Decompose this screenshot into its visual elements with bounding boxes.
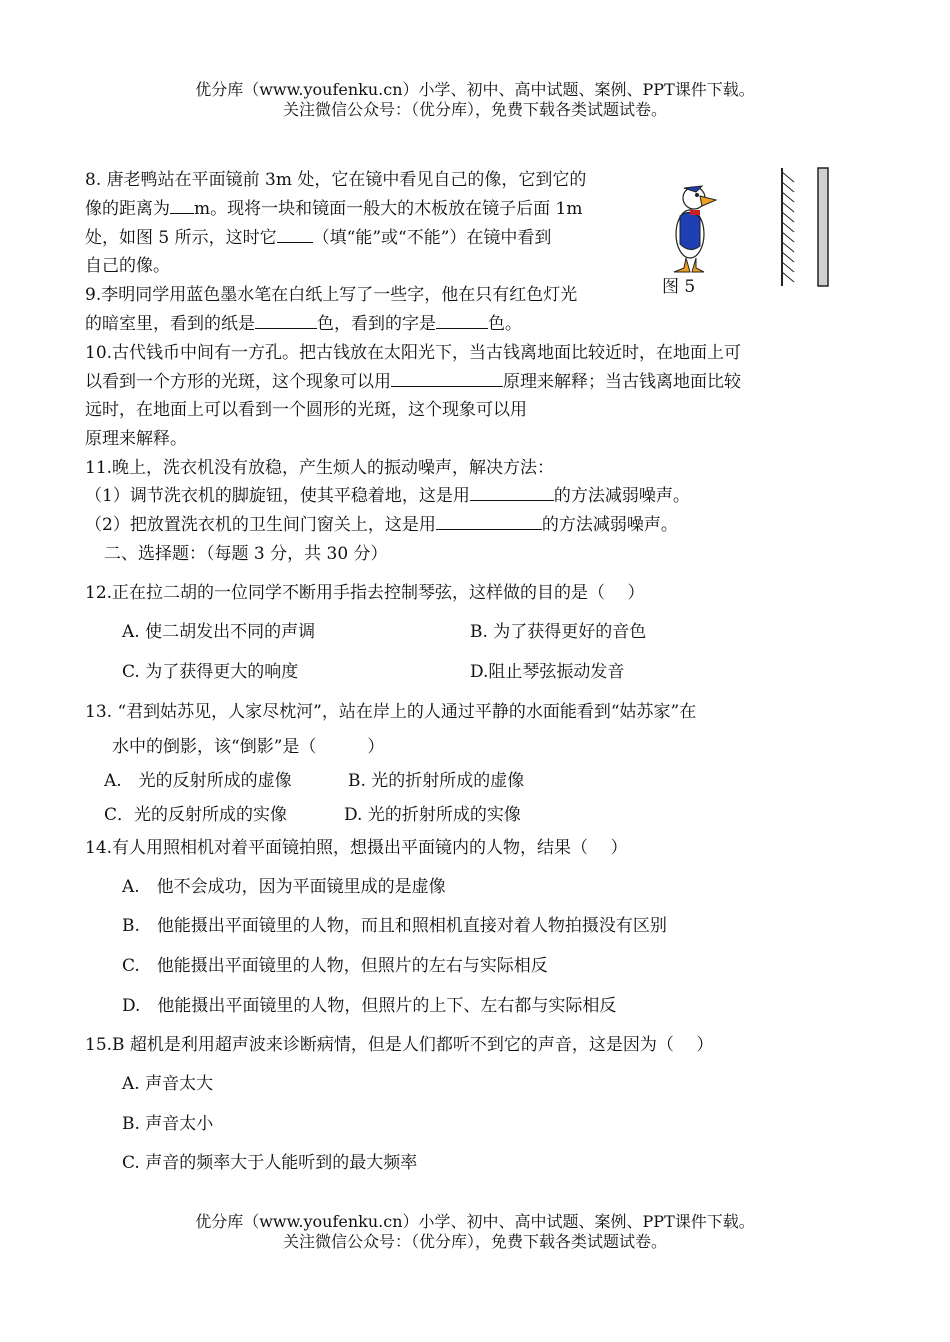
q8-blank-can[interactable]	[277, 226, 313, 243]
q12-option-c[interactable]: C. 为了获得更大的响度	[122, 662, 299, 682]
q12-stem: 12.正在拉二胡的一位同学不断用手指去控制琴弦，这样做的目的是（ ）	[85, 583, 645, 603]
q14-stem: 14.有人用照相机对着平面镜拍照，想摄出平面镜内的人物，结果（ ）	[85, 838, 628, 858]
q11-text: 的方法减弱噪声。	[553, 486, 690, 506]
q15-option-a[interactable]: A. 声音太大	[122, 1074, 214, 1094]
q14-option-b[interactable]: B. 他能摄出平面镜里的人物，而且和照相机直接对着人物拍摄没有区别	[122, 916, 667, 936]
q11-line-2	[85, 484, 690, 508]
q8-blank-distance[interactable]	[170, 197, 194, 214]
board-icon	[818, 168, 828, 286]
q9-blank-text[interactable]	[436, 312, 488, 329]
q10-line-1: 10.古代钱币中间有一方孔。把古钱放在太阳光下，当古钱离地面比较近时，在地面上可	[85, 343, 742, 363]
q11-line-3	[85, 513, 678, 537]
mirror-icon	[782, 168, 794, 286]
q11-line-1: 11.晚上，洗衣机没有放稳，产生烦人的振动噪声，解决方法：	[85, 458, 555, 478]
q13-option-c[interactable]: C．光的反射所成的实像	[104, 805, 288, 825]
q15-option-b[interactable]: B. 声音太小	[122, 1114, 214, 1134]
q11-blank-2[interactable]	[436, 513, 542, 530]
q9-text: 色。	[488, 314, 522, 334]
q10-line-4: 原理来解释。	[85, 429, 187, 449]
q10-line-3: 远时，在地面上可以看到一个圆形的光斑，这个现象可以用	[85, 400, 527, 420]
header-line-1: 优分库（www.youfenku.cn）小学、初中、高中试题、案例、PPT课件下载。	[195, 80, 755, 99]
q15-option-c[interactable]: C. 声音的频率大于人能听到的最大频率	[122, 1153, 418, 1173]
q8-line-3	[85, 226, 551, 250]
footer-line-2: 关注微信公众号：（优分库），免费下载各类试题试卷。	[282, 1232, 667, 1251]
q13-option-b[interactable]: B. 光的折射所成的虚像	[348, 771, 525, 791]
q13-line-2: 水中的倒影，该“倒影”是（ ）	[112, 737, 385, 757]
footer-line-1: 优分库（www.youfenku.cn）小学、初中、高中试题、案例、PPT课件下载。	[195, 1212, 755, 1231]
q9-text: 色，看到的字是	[317, 314, 436, 334]
q11-blank-1[interactable]	[470, 484, 554, 501]
q13-option-a[interactable]: A. 光的反射所成的虚像	[104, 771, 292, 791]
section-2-title: 二、选择题：（每题 3 分，共 30 分）	[104, 544, 388, 564]
q15-stem: 15.B 超机是利用超声波来诊断病情，但是人们都听不到它的声音，这是因为（ ）	[85, 1035, 714, 1055]
q9-blank-paper[interactable]	[255, 312, 317, 329]
q9-line-2	[85, 312, 522, 336]
q13-option-d[interactable]: D. 光的折射所成的实像	[344, 805, 521, 825]
q11-text: （1）调节洗衣机的脚旋钮，使其平稳着地，这是用	[85, 486, 470, 506]
q14-option-a[interactable]: A. 他不会成功，因为平面镜里成的是虚像	[122, 877, 446, 897]
figure-caption: 图 5	[662, 277, 696, 297]
q12-option-d[interactable]: D.阻止琴弦振动发音	[470, 662, 625, 682]
q8-line-1: 8. 唐老鸭站在平面镜前 3m 处，它在镜中看见自己的像，它到它的	[85, 170, 587, 190]
duck-icon	[674, 186, 716, 272]
q10-line-2	[85, 370, 741, 394]
q8-line-4: 自己的像。	[85, 256, 170, 276]
q8-text: （填“能”或“不能”）在镜中看到	[312, 228, 552, 248]
q11-text: 的方法减弱噪声。	[541, 515, 678, 535]
q8-text: 像的距离为	[85, 199, 170, 219]
q12-option-b[interactable]: B. 为了获得更好的音色	[470, 622, 647, 642]
q10-blank-square[interactable]	[391, 370, 503, 387]
header-line-2: 关注微信公众号：（优分库），免费下载各类试题试卷。	[282, 100, 667, 119]
q10-text: 以看到一个方形的光斑，这个现象可以用	[85, 372, 391, 392]
q10-text: 原理来解释；当古钱离地面比较	[503, 372, 741, 392]
q8-text: 处，如图 5 所示，这时它	[85, 228, 277, 248]
q13-line-1: 13. “君到姑苏见，人家尽枕河”，站在岸上的人通过平静的水面能看到“姑苏家”在	[85, 702, 697, 722]
q14-option-d[interactable]: D. 他能摄出平面镜里的人物，但照片的上下、左右都与实际相反	[122, 996, 617, 1016]
q14-option-c[interactable]: C. 他能摄出平面镜里的人物，但照片的左右与实际相反	[122, 956, 548, 976]
q12-option-a[interactable]: A. 使二胡发出不同的声调	[122, 622, 316, 642]
q9-line-1: 9.李明同学用蓝色墨水笔在白纸上写了一些字，他在只有红色灯光	[85, 285, 578, 305]
q9-text: 的暗室里，看到的纸是	[85, 314, 255, 334]
q11-text: （2）把放置洗衣机的卫生间门窗关上，这是用	[85, 515, 436, 535]
q8-line-2	[85, 197, 582, 221]
q8-text: m。现将一块和镜面一般大的木板放在镜子后面 1m	[194, 199, 583, 219]
